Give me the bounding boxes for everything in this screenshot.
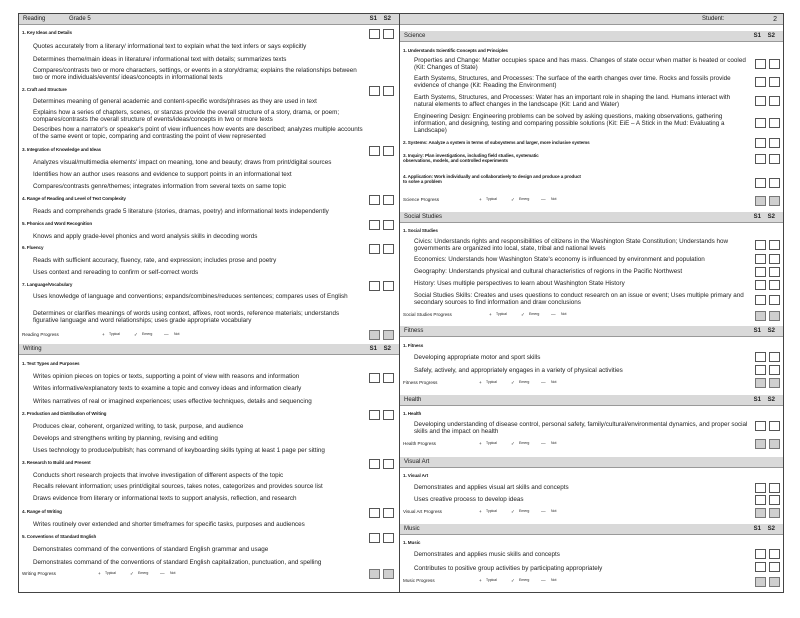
score-box-s2[interactable]: [383, 244, 394, 254]
student-number: 2: [773, 16, 777, 23]
standard-item: Writes narratives of real or imagined experiences; uses effective techniques, details and sequencing: [33, 398, 312, 405]
plus-mark: +: [479, 578, 482, 583]
science-header-band: [400, 31, 783, 42]
standard-item: Produces clear, coherent, organized writing, to task, purpose, and audience: [33, 423, 244, 430]
progress-label: Health Progress: [403, 441, 436, 446]
progress-label: Visual Art Progress: [403, 509, 442, 514]
report-card: [18, 13, 784, 593]
section-header: 2. Craft and Structure: [22, 87, 67, 92]
score-box-s2[interactable]: [769, 295, 780, 305]
standard-item: Social Studies Skills: Creates and uses questions to conduct research on an issue or event; Uses multiple primary and secondary sources to find information and draw conclusions: [414, 292, 744, 306]
progress-label: Reading Progress: [22, 332, 59, 337]
plus-label: Typical: [109, 332, 120, 336]
score-box-s2[interactable]: [383, 195, 394, 205]
score-box-s1[interactable]: [755, 77, 766, 87]
s1-label: S1: [753, 33, 761, 39]
standard-item: Determines theme/main ideas in literature/ informational text with details; summarizes texts: [33, 56, 287, 63]
progress-label: Writing Progress: [22, 571, 56, 576]
plus-mark: +: [479, 509, 482, 514]
score-box-s1[interactable]: [369, 86, 380, 96]
score-box-s1[interactable]: [755, 59, 766, 69]
check-label: Emerg: [519, 441, 530, 445]
standard-item: Demonstrates and applies visual art skills and concepts: [414, 484, 569, 491]
reading-title: Reading: [23, 16, 46, 22]
standard-item: Knows and apply grade-level phonics and word analysis skills in decoding words: [33, 233, 258, 240]
minus-label: Not: [551, 380, 557, 384]
standard-item: Safely, actively, and appropriately engages in a variety of physical activities: [414, 367, 623, 374]
section-header: 1. Music: [403, 540, 421, 545]
standard-item: Demonstrates command of the conventions of standard English grammar and usage: [33, 546, 269, 553]
standard-item: Geography: Understands physical and cultural characteristics of regions in the Pacific Northwest: [414, 268, 683, 275]
score-box-s2[interactable]: [769, 138, 780, 148]
writing-header-band: [19, 344, 399, 355]
student-band: [400, 14, 783, 25]
score-box-s1[interactable]: [755, 483, 766, 493]
score-box-s2[interactable]: [383, 508, 394, 518]
standard-item: Developing understanding of disease control, personal safety, family/cultural/environmental dynamics, and proper social skills and the impact on health: [414, 421, 748, 435]
score-box-s1[interactable]: [755, 254, 766, 264]
plus-mark: +: [479, 197, 482, 202]
score-box-s2[interactable]: [769, 118, 780, 128]
writing-title: Writing: [23, 346, 42, 352]
check-label: Emerg: [519, 578, 530, 582]
standard-item: Uses technology to produce/publish; has command of keyboarding skills typing at least 1 page per sitting: [33, 447, 325, 454]
check-label: Emerg: [529, 312, 540, 316]
score-box-s1[interactable]: [755, 240, 766, 250]
score-box-s2[interactable]: [383, 459, 394, 469]
progress-box-s1[interactable]: [755, 577, 766, 587]
score-box-s1[interactable]: [755, 549, 766, 559]
progress-box-s2[interactable]: [769, 577, 780, 587]
score-box-s2[interactable]: [769, 421, 780, 431]
check-label: Emerg: [138, 571, 149, 575]
minus-mark: —: [541, 509, 546, 514]
s2-label: S2: [767, 328, 775, 334]
plus-mark: +: [102, 332, 105, 337]
standard-item: Earth Systems, Structures, and Processes: Water has an important role in shaping the land. Humans interact with natural elements to affect changes in the landscape (Kit: Land and Water): [414, 94, 731, 108]
minus-label: Not: [551, 578, 557, 582]
standard-item: Conducts short research projects that involve investigation of different aspects of the topic: [33, 472, 284, 479]
progress-box-s1[interactable]: [369, 330, 380, 340]
minus-mark: —: [541, 197, 546, 202]
minus-mark: —: [164, 332, 169, 337]
standard-item: Compares/contrasts two or more characters, settings, or events in a story/drama; explains the relationships between two or more individuals/events/ ideas/concepts in informational texts: [33, 67, 357, 81]
plus-mark: +: [479, 380, 482, 385]
standard-item: Uses context and rereading to confirm or self-correct words: [33, 269, 199, 276]
section-header: 7. Language/Vocabulary: [22, 282, 73, 287]
minus-mark: —: [551, 312, 556, 317]
science-title: Science: [404, 33, 426, 39]
health-title: Health: [404, 397, 422, 403]
fitness-title: Fitness: [404, 328, 424, 334]
section-header: 5. Conventions of Standard English: [22, 534, 97, 539]
progress-box-s1[interactable]: [369, 569, 380, 579]
grade-label: Grade 5: [69, 16, 91, 22]
standard-item: Reads and comprehends grade 5 literature (stories, dramas, poetry) and informational texts independently: [33, 208, 329, 215]
score-box-s1[interactable]: [755, 421, 766, 431]
reading-header-band: [19, 14, 399, 25]
score-box-s1[interactable]: [755, 178, 766, 188]
check-icon: ✓: [511, 509, 515, 514]
minus-label: Not: [551, 197, 557, 201]
score-box-s1[interactable]: [369, 373, 380, 383]
score-box-s2[interactable]: [769, 254, 780, 264]
section-header: 1. Text Types and Purposes: [22, 361, 80, 366]
score-box-s2[interactable]: [769, 365, 780, 375]
score-box-s1[interactable]: [755, 295, 766, 305]
fitness-header-band: [400, 326, 783, 337]
standard-item: Recalls relevant information; uses print/digital sources, takes notes, categorizes and provides source list: [33, 483, 323, 490]
standard-item: Determines meaning of general academic and content-specific words/phrases as they are used in text: [33, 98, 317, 105]
progress-box-s1[interactable]: [755, 439, 766, 449]
s2-label: S2: [767, 33, 775, 39]
standard-item: Uses knowledge of language and conventions; expands/combines/reduces sentences; compares uses of English: [33, 293, 348, 300]
score-box-s1[interactable]: [755, 96, 766, 106]
s2-label: S2: [767, 397, 775, 403]
score-box-s1[interactable]: [369, 146, 380, 156]
standard-item: Engineering Design: Engineering problems can be solved by asking questions, making observations, gathering information, and designing, testing and comparing possible solutions (Kit: EiE – A Stick in the Mud: Evaluating a Landscape): [414, 113, 725, 134]
standard-item: Identifies how an author uses reasons and evidence to support points in an informational text: [33, 171, 292, 178]
check-icon: ✓: [134, 332, 138, 337]
section-header: 1. Understands Scientific Concepts and Principles: [403, 48, 508, 53]
standard-item: Properties and Change: Matter occupies space and has mass. Changes of state occur when matter is heated or cooled (Kit: Changes of State): [414, 57, 746, 71]
score-box-s2[interactable]: [769, 96, 780, 106]
section-header: 3. Research to Build and Present: [22, 460, 91, 465]
right-column: [400, 14, 783, 592]
score-box-s2[interactable]: [383, 86, 394, 96]
standard-item: Writes opinion pieces on topics or texts, supporting a point of view with reasons and information: [33, 373, 300, 380]
section-header: 2. Production and Distribution of Writing: [22, 411, 107, 416]
minus-mark: —: [541, 380, 546, 385]
score-box-s2[interactable]: [769, 178, 780, 188]
s1-label: S1: [753, 397, 761, 403]
standard-item: Writes informative/explanatory texts to examine a topic and convey ideas and information clearly: [33, 385, 302, 392]
visual-art-title: Visual Art: [404, 459, 430, 465]
plus-label: Typical: [486, 578, 497, 582]
plus-label: Typical: [486, 380, 497, 384]
score-box-s2[interactable]: [769, 267, 780, 277]
progress-box-s2[interactable]: [769, 311, 780, 321]
check-label: Emerg: [142, 332, 153, 336]
progress-box-s2[interactable]: [769, 439, 780, 449]
section-header: 2. Systems: Analyze a system in terms of subsystems and larger, more inclusive systems: [403, 140, 590, 145]
score-box-s1[interactable]: [755, 267, 766, 277]
check-icon: ✓: [511, 441, 515, 446]
standard-item: Describes how a narrator's or speaker's point of view influences how events are described; analyzes multiple accounts of the same event or topic, comparing and contrasting the point of view represented: [33, 126, 363, 140]
check-icon: ✓: [511, 197, 515, 202]
standard-item: Earth Systems, Structures, and Processes: The surface of the earth changes over time. Rocks and fossils provide evidence of change (Kit: Reading the Environment): [414, 75, 731, 89]
score-box-s2[interactable]: [769, 352, 780, 362]
plus-label: Typical: [486, 197, 497, 201]
section-header: 4. Range of Writing: [22, 509, 62, 514]
minus-mark: —: [541, 441, 546, 446]
plus-label: Typical: [105, 571, 116, 575]
progress-box-s1[interactable]: [755, 378, 766, 388]
score-box-s2[interactable]: [383, 533, 394, 543]
s2-label: S2: [383, 16, 391, 22]
score-box-s1[interactable]: [755, 562, 766, 572]
score-box-s2[interactable]: [769, 240, 780, 250]
standard-item: Demonstrates command of the conventions of standard English capitalization, punctuation, and spelling: [33, 559, 322, 566]
plus-mark: +: [489, 312, 492, 317]
section-header: 6. Fluency: [22, 245, 44, 250]
progress-box-s2[interactable]: [769, 508, 780, 518]
standard-item: Determines or clarifies meanings of words using context, affixes, root words, reference materials; understands figurative language and word relationships; uses grade appropriate vocabulary: [33, 310, 340, 324]
standard-item: Develops and strengthens writing by planning, revising and editing: [33, 435, 218, 442]
score-box-s1[interactable]: [755, 118, 766, 128]
progress-box-s1[interactable]: [755, 508, 766, 518]
progress-label: Science Progress: [403, 197, 440, 202]
progress-box-s1[interactable]: [755, 311, 766, 321]
score-box-s1[interactable]: [755, 280, 766, 290]
s1-label: S1: [753, 328, 761, 334]
check-icon: ✓: [130, 571, 134, 576]
music-header-band: [400, 524, 783, 535]
progress-label: Fitness Progress: [403, 380, 438, 385]
plus-mark: +: [479, 441, 482, 446]
score-box-s1[interactable]: [369, 533, 380, 543]
standard-item: Explains how a series of chapters, scenes, or stanzas provide the overall structure of a story, drama, or poem; compares/contrasts the overall structure of events/ideas/concepts in two or more texts: [33, 109, 340, 123]
music-title: Music: [404, 526, 420, 532]
minus-label: Not: [551, 509, 557, 513]
progress-box-s1[interactable]: [755, 196, 766, 206]
section-header: 4. Range of Reading and Level of Text Complexity: [22, 196, 126, 201]
standard-item: Analyzes visual/multimedia elements' impact on meaning, tone and beauty; draws from print/digital sources: [33, 159, 332, 166]
score-box-s1[interactable]: [369, 29, 380, 39]
check-label: Emerg: [519, 380, 530, 384]
standard-item: Compares/contrasts genre/themes; integrates information from several texts on same topic: [33, 183, 287, 190]
standard-item: Civics: Understands rights and responsibilities of citizens in the Washington State Constitution; Understands how governments are organized into local, state, tribal and national levels: [414, 238, 729, 252]
progress-box-s2[interactable]: [769, 378, 780, 388]
score-box-s2[interactable]: [383, 220, 394, 230]
health-header-band: [400, 395, 783, 406]
section-header: 4. Application: Work individually and collaboratively to design and produce a product to solve a problem: [403, 174, 581, 184]
standard-item: Reads with sufficient accuracy, fluency, rate, and expression; includes prose and poetry: [33, 257, 277, 264]
standard-item: Quotes accurately from a literary/ informational text to explain what the text infers or says explicitly: [33, 43, 307, 50]
check-icon: ✓: [511, 578, 515, 583]
check-icon: ✓: [511, 380, 515, 385]
check-icon: ✓: [521, 312, 525, 317]
student-label: Student:: [702, 16, 725, 22]
s2-label: S2: [767, 214, 775, 220]
score-box-s2[interactable]: [769, 59, 780, 69]
score-box-s1[interactable]: [369, 508, 380, 518]
check-label: Emerg: [519, 197, 530, 201]
score-box-s2[interactable]: [769, 483, 780, 493]
plus-mark: +: [98, 571, 101, 576]
s1-label: S1: [753, 214, 761, 220]
left-column: [19, 14, 400, 592]
standard-item: Economics: Understands how Washington State's economy is influenced by environment and population: [414, 256, 705, 263]
progress-box-s2[interactable]: [383, 330, 394, 340]
section-header: 1. Visual Art: [403, 473, 428, 478]
score-box-s1[interactable]: [369, 220, 380, 230]
score-box-s2[interactable]: [769, 495, 780, 505]
score-box-s1[interactable]: [369, 195, 380, 205]
section-header: 1. Health: [403, 411, 422, 416]
standard-item: Writes routinely over extended and shorter timeframes for specific tasks, purposes and audiences: [33, 521, 305, 528]
section-header: 1. Social Studies: [403, 228, 438, 233]
progress-label: Music Progress: [403, 578, 435, 583]
score-box-s2[interactable]: [769, 154, 780, 164]
standard-item: History: Uses multiple perspectives to learn about Washington State History: [414, 280, 625, 287]
standard-item: Demonstrates and applies music skills and concepts: [414, 551, 560, 558]
section-header: 1. Fitness: [403, 343, 424, 348]
score-box-s1[interactable]: [369, 281, 380, 291]
minus-label: Not: [174, 332, 180, 336]
score-box-s1[interactable]: [369, 459, 380, 469]
plus-label: Typical: [486, 441, 497, 445]
score-box-s1[interactable]: [755, 138, 766, 148]
minus-label: Not: [170, 571, 176, 575]
progress-box-s2[interactable]: [383, 569, 394, 579]
score-box-s2[interactable]: [769, 280, 780, 290]
score-box-s2[interactable]: [383, 146, 394, 156]
score-box-s1[interactable]: [755, 365, 766, 375]
standard-item: Contributes to positive group activities by participating appropriately: [414, 565, 603, 572]
visual-art-header-band: [400, 457, 783, 468]
score-box-s2[interactable]: [383, 29, 394, 39]
section-header: 5. Phonics and Word Recognition: [22, 221, 93, 226]
s2-label: S2: [383, 346, 391, 352]
minus-mark: —: [160, 571, 165, 576]
score-box-s1[interactable]: [369, 410, 380, 420]
standard-item: Uses creative process to develop ideas: [414, 496, 524, 503]
plus-label: Typical: [486, 509, 497, 513]
standard-item: Developing appropriate motor and sport skills: [414, 354, 541, 361]
s1-label: S1: [369, 346, 377, 352]
s1-label: S1: [369, 16, 377, 22]
score-box-s1[interactable]: [755, 352, 766, 362]
minus-label: Not: [551, 441, 557, 445]
score-box-s2[interactable]: [383, 281, 394, 291]
section-header: 3. Inquiry: Plan investigations, including field studies, systematic observations, models, and controlled experiments: [403, 153, 539, 163]
progress-box-s2[interactable]: [769, 196, 780, 206]
score-box-s1[interactable]: [755, 154, 766, 164]
score-box-s1[interactable]: [369, 244, 380, 254]
s1-label: S1: [753, 526, 761, 532]
score-box-s1[interactable]: [755, 495, 766, 505]
section-header: 3. Integration of Knowledge and Ideas: [22, 147, 101, 152]
score-box-s2[interactable]: [383, 410, 394, 420]
score-box-s2[interactable]: [769, 562, 780, 572]
progress-label: Social Studies Progress: [403, 312, 452, 317]
score-box-s2[interactable]: [769, 77, 780, 87]
social-studies-header-band: [400, 212, 783, 223]
minus-mark: —: [541, 578, 546, 583]
social-studies-title: Social Studies: [404, 214, 443, 220]
s2-label: S2: [767, 526, 775, 532]
minus-label: Not: [561, 312, 567, 316]
plus-label: Typical: [496, 312, 507, 316]
standard-item: Draws evidence from literary or informational texts to support analysis, reflection, and research: [33, 495, 297, 502]
section-header: 1. Key Ideas and Details: [22, 30, 72, 35]
check-label: Emerg: [519, 509, 530, 513]
score-box-s2[interactable]: [383, 373, 394, 383]
score-box-s2[interactable]: [769, 549, 780, 559]
